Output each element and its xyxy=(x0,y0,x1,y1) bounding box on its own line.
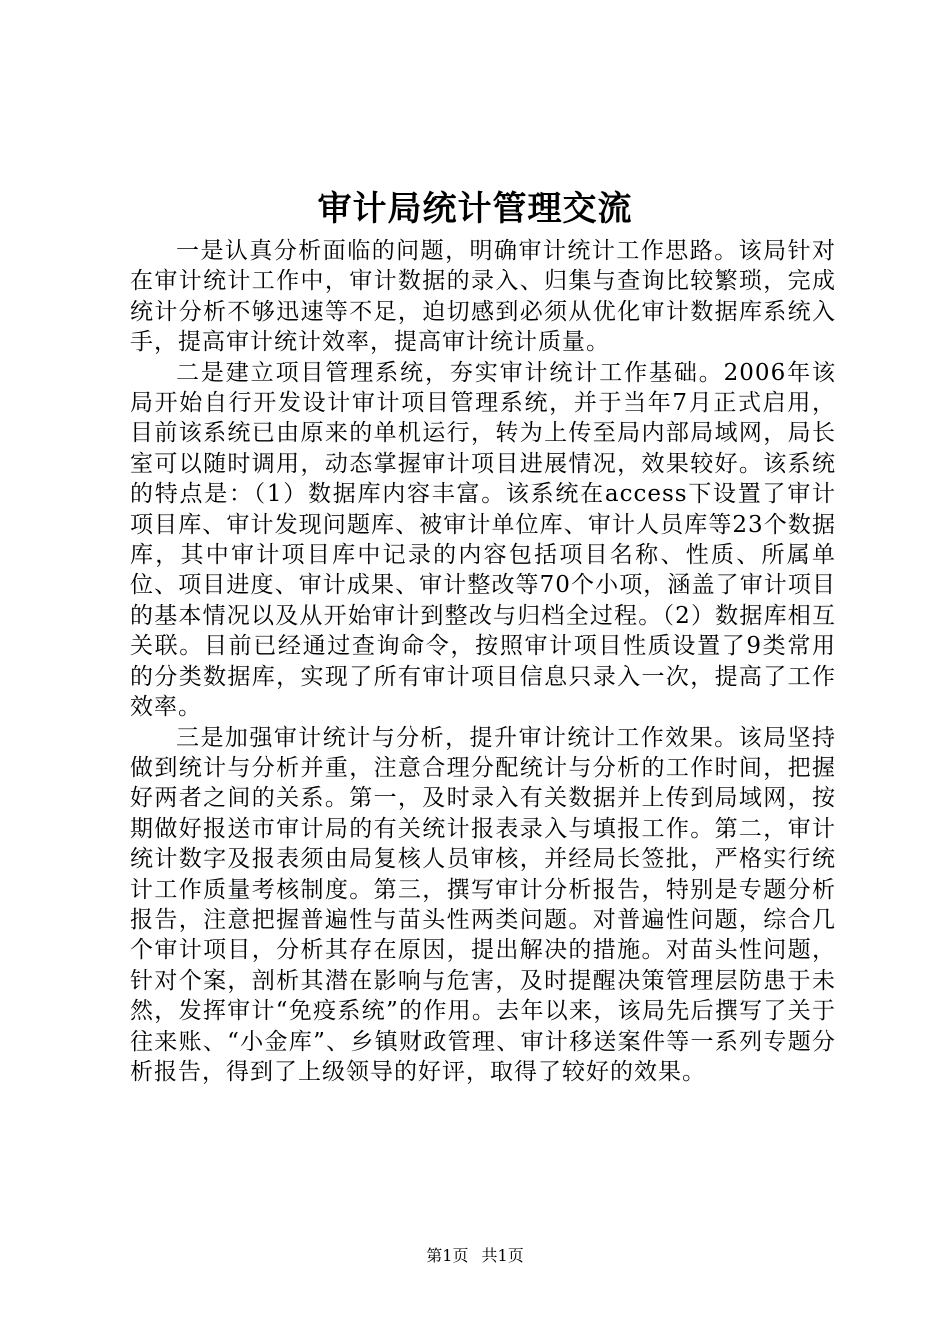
page-number: 第1页 xyxy=(426,1246,469,1265)
page-total: 共1页 xyxy=(481,1246,524,1265)
page-footer xyxy=(0,1244,950,1268)
paragraph-2: 二是建立项目管理系统，夯实审计统计工作基础。2006年该局开始自行开发设计审计项目管理系统，并于当年7月正式启用，目前该系统已由原来的单机运行，转为上传至局内部局域网，局长室可以随时调用，动态掌握审计项目进展情况，效果较好。该系统的特点是：（1）数据库内容丰富。该系统在access下设置了审计项目库、审计发现问题库、被审计单位库、审计人员库等23个数据库，其中审计项目库中记录的内容包括项目名称、性质、所属单位、项目进度、审计成果、审计整改等70个小项，涵盖了审计项目的基本情况以及从开始审计到整改与归档全过程。（2）数据库相互关联。目前已经通过查询命令，按照审计项目性质设置了9类常用的分类数据库，实现了所有审计项目信息只录入一次，提高了工作效率。 xyxy=(130,359,836,721)
paragraph-1: 一是认真分析面临的问题，明确审计统计工作思路。该局针对在审计统计工作中，审计数据的录入、归集与查询比较繁琐，完成统计分析不够迅速等不足，迫切感到必须从优化审计数据库系统入手，提高审计统计效率，提高审计统计质量。 xyxy=(130,238,836,356)
document-body xyxy=(130,236,836,1087)
document-title: 审计局统计管理交流 xyxy=(317,189,633,229)
paragraph-3: 三是加强审计统计与分析，提升审计统计工作效果。该局坚持做到统计与分析并重，注意合理分配统计与分析的工作时间，把握好两者之间的关系。第一，及时录入有关数据并上传到局域网，按期做好报送市审计局的有关统计报表录入与填报工作。第二，审计统计数字及报表须由局复核人员审核，并经局长签批，严格实行统计工作质量考核制度。第三，撰写审计分析报告，特别是专题分析报告，注意把握普遍性与苗头性两类问题。对普遍性问题，综合几个审计项目，分析其存在原因，提出解决的措施。对苗头性问题，针对个案，剖析其潜在影响与危害，及时提醒决策管理层防患于未然，发挥审计“免疫系统”的作用。去年以来，该局先后撰写了关于往来账、“小金库”、乡镇财政管理、审计移送案件等一系列专题分析报告，得到了上级领导的好评，取得了较好的效果。 xyxy=(130,724,836,1085)
